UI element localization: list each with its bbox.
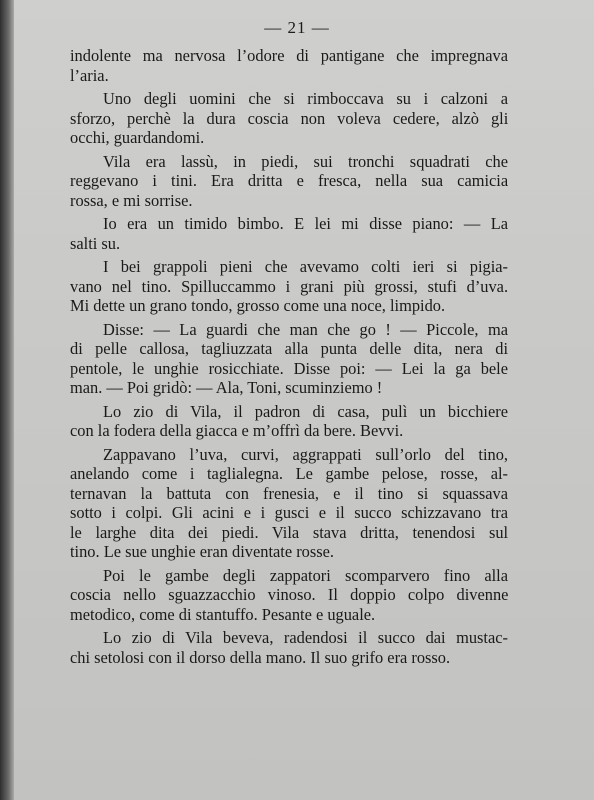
text-line: salti su. (70, 233, 121, 253)
paragraph (70, 445, 508, 562)
paragraph (70, 257, 508, 316)
text-line: Disse: — La guardi che man che go ! — Piccole, ma (103, 319, 508, 339)
text-line: Poi le gambe degli zappatori scomparvero fino alla (103, 565, 508, 585)
text-line: metodico, come di stantuffo. Pesante e uguale. (70, 604, 376, 624)
paragraph (70, 214, 508, 253)
page-binding-edge (0, 0, 14, 800)
text-line: Io era un timido bimbo. E lei mi disse piano: — La (103, 214, 508, 233)
paragraph (70, 566, 508, 625)
text-line: indolente ma nervosa l’odore di pantigane che impregnava (70, 46, 508, 65)
text-line: chi setolosi con il dorso della mano. Il suo grifo era rosso. (70, 647, 451, 667)
text-line: man. — Poi gridò: — Ala, Toni, scuminziemo ! (70, 378, 383, 397)
text-line: vano nel tino. Spilluccammo i grani più grossi, stufi d’uva. (70, 276, 509, 296)
text-line: coscia nello sguazzacchio vinoso. Il doppio colpo divenne (70, 585, 509, 604)
paragraph (70, 89, 508, 148)
text-line: occhi, guardandomi. (70, 128, 205, 147)
text-line: I bei grappoli pieni che avevamo colti ieri si pigia- (103, 257, 508, 276)
page-number: — 21 — (264, 18, 330, 37)
text-line: pentole, le unghie rosicchiate. Disse poi: — Lei la ga bele (70, 358, 508, 378)
text-line: le larghe dita dei piedi. Vila stava dritta, tenendosi sul (70, 522, 509, 542)
text-line: anelando come i taglialegna. Le gambe pelose, rosse, al- (70, 464, 509, 483)
text-line: rossa, e mi sorrise. (70, 190, 193, 210)
text-line: con la fodera della giacca e m’offrì da bere. Bevvi. (70, 421, 404, 440)
text-line: Lo zio di Vila, il padron di casa, pulì un bicchiere (103, 401, 508, 421)
page-body-text (70, 46, 508, 671)
text-line: Mi dette un grano tondo, grosso come una noce, limpido. (70, 296, 446, 315)
paragraph (70, 46, 508, 85)
paragraph (70, 320, 508, 398)
text-line: Uno degli uomini che si rimboccava su i calzoni a (103, 89, 508, 108)
text-line: l’aria. (70, 65, 109, 85)
paragraph (70, 152, 508, 211)
paragraph (70, 628, 508, 667)
text-line: Zappavano l’uva, curvi, aggrappati sull’orlo del tino, (103, 444, 508, 464)
text-line: Vila era lassù, in piedi, sui tronchi squadrati che (103, 151, 508, 171)
paragraph (70, 402, 508, 441)
text-line: sotto i colpi. Gli acini e i gusci e il succo schizzavano tra (70, 503, 508, 522)
text-line: Lo zio di Vila beveva, radendosi il succo dai mustac- (103, 628, 508, 647)
text-line: tino. Le sue unghie eran diventate rosse. (70, 542, 334, 561)
text-line: reggevano i tini. Era dritta e fresca, nella sua camicia (70, 171, 509, 190)
text-line: ternavan la battuta con frenesia, e il tino si squassava (70, 483, 508, 503)
text-line: di pelle callosa, tagliuzzata alla punta delle dita, nera di (70, 339, 508, 358)
text-line: sforzo, perchè la dura coscia non voleva cedere, alzò gli (70, 108, 509, 128)
